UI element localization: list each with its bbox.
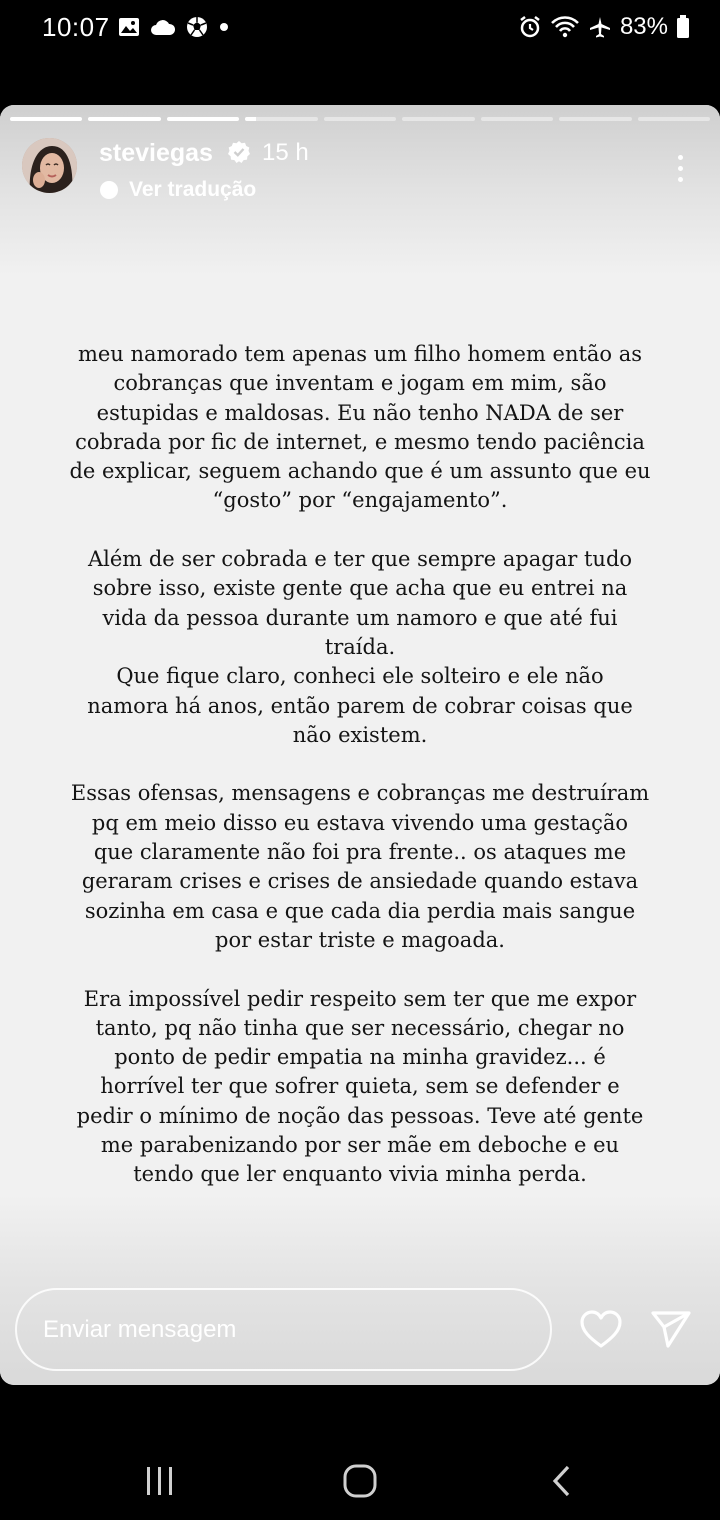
story-text-line: me parabenizando por ser mãe em deboche e eu [100, 1133, 620, 1158]
story-text-line: pedir o mínimo de noção das pessoas. Teve até gente [76, 1103, 644, 1128]
story-viewer[interactable] [0, 105, 720, 1385]
progress-segment [559, 117, 631, 121]
cloud-icon [150, 18, 176, 36]
progress-segment [245, 117, 317, 121]
back-icon[interactable] [542, 1461, 582, 1501]
home-icon[interactable] [340, 1461, 380, 1501]
progress-segment [10, 117, 82, 121]
status-time: 10:07 [42, 12, 110, 42]
story-text-line: horrível ter que sofrer quieta, sem se defender e [100, 1074, 620, 1099]
story-text-line: meu namorado tem apenas um filho homem então as [77, 342, 643, 366]
story-text-line: ponto de pedir empatia na minha gravidez... é [114, 1045, 606, 1070]
story-header [22, 138, 702, 208]
more-dot-icon [678, 166, 683, 171]
translate-label: Ver tradução [129, 178, 257, 201]
status-bar [0, 0, 720, 56]
story-text-line: pq em meio disso eu estava vivendo uma gestação [91, 810, 629, 835]
username[interactable]: steviegas [99, 139, 213, 167]
progress-segment-fill [88, 117, 160, 121]
progress-segment [638, 117, 710, 121]
story-paragraph [40, 985, 680, 1190]
more-dot-icon [678, 155, 683, 160]
progress-segment [324, 117, 396, 121]
battery-percentage: 83% [619, 13, 668, 40]
progress-segment-fill [10, 117, 82, 121]
translate-circle-icon [99, 180, 119, 200]
story-text-line: de explicar, seguem achando que é um assunto que eu [69, 459, 651, 484]
progress-segment [88, 117, 160, 121]
dot-icon [218, 21, 230, 33]
story-text-line: traída. [324, 634, 396, 659]
story-text-line: estupidas e maldosas. Eu não tenho NADA de ser [96, 400, 624, 425]
story-text-line: tanto, pq não tinha que ser necessário, chegar no [95, 1015, 625, 1040]
story-text-line: não existem. [292, 722, 428, 747]
airplane-icon [588, 15, 612, 39]
progress-segment [402, 117, 474, 121]
story-text-line: Que fique claro, conheci ele solteiro e ele não [116, 664, 604, 689]
alarm-icon [518, 15, 542, 39]
story-text-line: tendo que ler enquanto vivia minha perda. [133, 1162, 587, 1187]
notification-icons [118, 14, 230, 40]
heart-icon[interactable] [578, 1308, 624, 1350]
story-text-line: geraram crises e crises de ansiedade quando estava [81, 869, 639, 894]
profile-photo-icon [22, 138, 77, 193]
story-text-line: namora há anos, então parem de cobrar coisas que [87, 693, 633, 718]
story-progress-bars [10, 117, 710, 121]
system-icons [518, 12, 690, 42]
story-text-line: por estar triste e magoada. [215, 927, 505, 952]
story-text-line: que claramente não foi pra frente.. os ataques me [93, 840, 627, 865]
verified-badge-icon [227, 140, 251, 164]
navigation-bar [0, 1385, 720, 1520]
story-text-line: Essas ofensas, mensagens e cobranças me destruíram [70, 781, 650, 806]
recent-apps-icon[interactable] [140, 1461, 180, 1501]
avatar[interactable] [22, 138, 77, 193]
story-paragraph [40, 340, 680, 516]
battery-icon [676, 15, 690, 39]
message-input[interactable] [15, 1288, 552, 1371]
story-text-line: cobranças que inventam e jogam em mim, são [113, 371, 607, 396]
story-paragraph [40, 779, 680, 955]
story-text-line: Era impossível pedir respeito sem ter que me expor [83, 986, 637, 1011]
send-icon[interactable] [650, 1308, 692, 1350]
story-timestamp: 15 h [262, 139, 309, 166]
translate-button[interactable] [99, 178, 256, 202]
story-text-line: “gosto” por “engajamento”. [212, 488, 508, 513]
more-dot-icon [678, 177, 683, 182]
story-text-line: cobrada por fic de internet, e mesmo tendo paciência [75, 429, 645, 454]
story-text [40, 340, 680, 1190]
progress-segment [481, 117, 553, 121]
progress-segment-fill [167, 117, 239, 121]
more-options-button[interactable] [670, 148, 690, 188]
story-text-line: vida da pessoa durante um namoro e que até fui [102, 605, 618, 630]
soccer-ball-icon [186, 16, 208, 38]
story-text-line: sozinha em casa e que cada dia perdia mais sangue [84, 898, 636, 923]
story-text-line: sobre isso, existe gente que acha que eu entrei na [92, 576, 628, 601]
story-paragraph [40, 545, 680, 750]
story-text-line: Além de ser cobrada e ter que sempre apagar tudo [87, 547, 633, 572]
wifi-icon [550, 15, 580, 39]
progress-segment [167, 117, 239, 121]
progress-segment-fill [245, 117, 256, 121]
gallery-icon [118, 17, 140, 37]
